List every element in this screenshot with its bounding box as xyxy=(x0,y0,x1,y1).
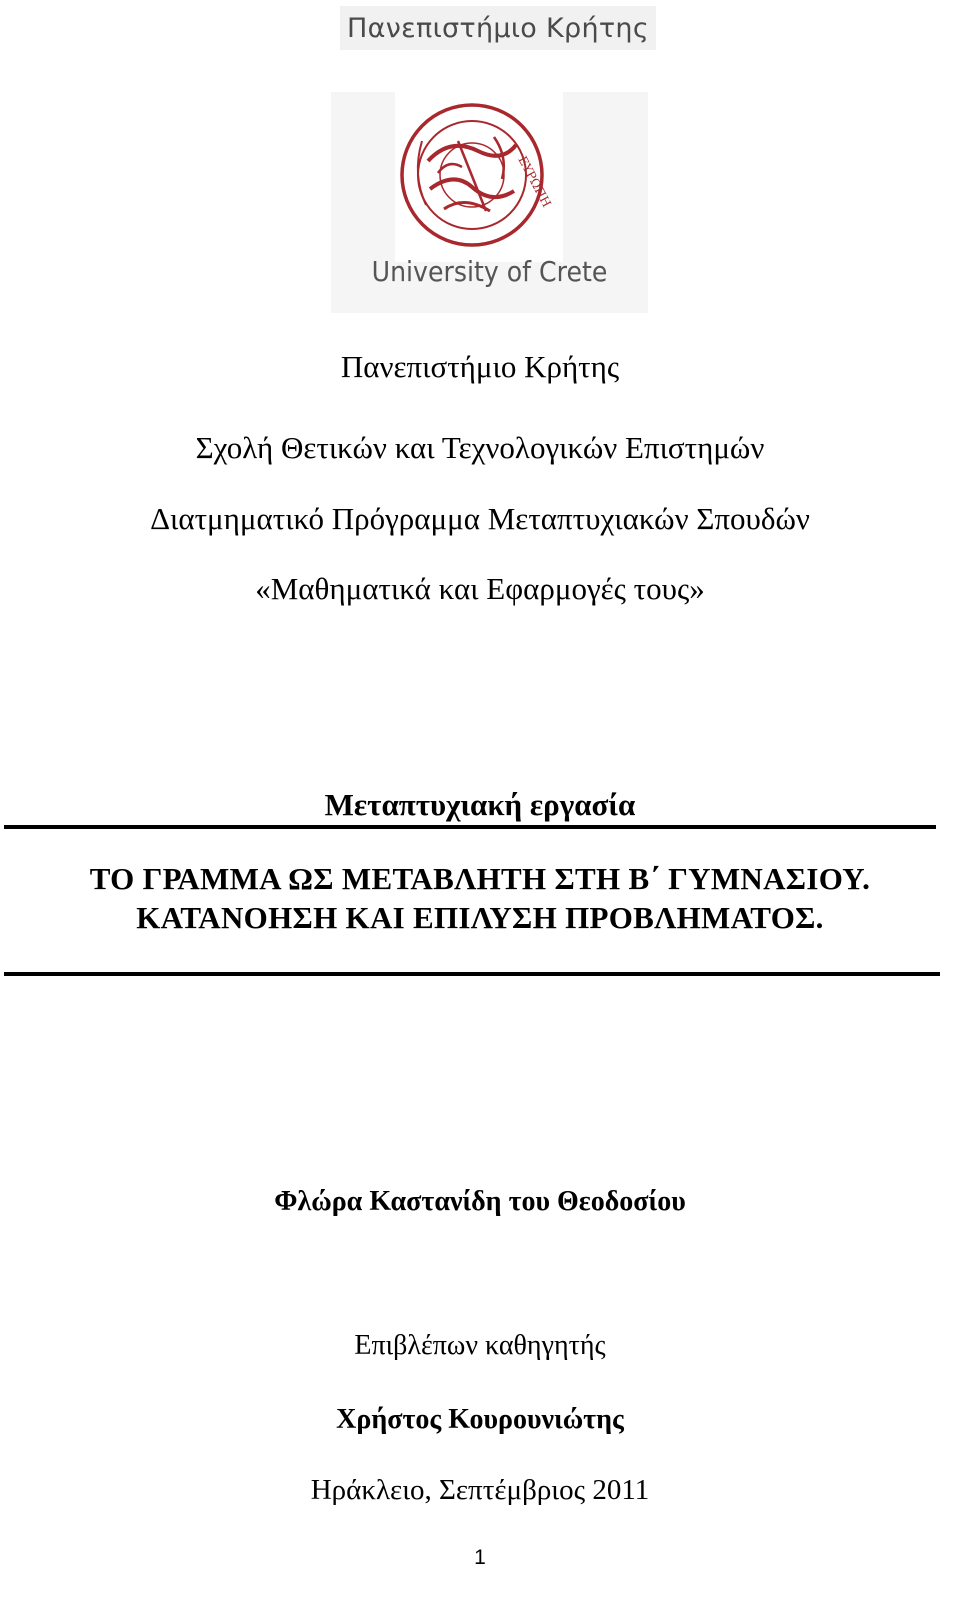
svg-text:ΕΥΡΩΠΗ: ΕΥΡΩΠΗ xyxy=(515,153,554,210)
author-name: Φλώρα Καστανίδη του Θεοδοσίου xyxy=(274,1186,686,1217)
page-number: 1 xyxy=(474,1546,486,1569)
place-date: Ηράκλειο, Σεπτέμβριος 2011 xyxy=(310,1474,650,1506)
title-bottom-rule xyxy=(4,972,940,976)
supervisor-label: Επιβλέπων καθηγητής xyxy=(354,1330,606,1361)
logo-caption: University of Crete xyxy=(371,255,608,288)
thesis-title-line2: ΚΑΤΑΝΟΗΣΗ ΚΑΙ ΕΠΙΛΥΣΗ ΠΡΟΒΛΗΜΑΤΟΣ. xyxy=(136,900,824,935)
university-of-crete-seal-icon xyxy=(398,101,554,249)
banner-text: Πανεπιστήμιο Κρήτης xyxy=(347,12,649,44)
header-banner xyxy=(340,6,656,50)
thesis-title-line1: ΤΟ ΓΡΑΜΜΑ ΩΣ ΜΕΤΑΒΛΗΤΗ ΣΤΗ Β΄ ΓΥΜΝΑΣΙΟΥ. xyxy=(89,861,871,896)
program-title: «Μαθηματικά και Εφαρμογές τους» xyxy=(255,571,705,606)
university-name: Πανεπιστήμιο Κρήτης xyxy=(340,349,620,384)
thesis-type-label: Μεταπτυχιακή εργασία xyxy=(324,787,636,822)
supervisor-name: Χρήστος Κουρουνιώτης xyxy=(336,1404,624,1435)
program-name: Διατμηματικό Πρόγραμμα Μεταπτυχιακών Σπουδών xyxy=(150,501,810,536)
title-top-rule xyxy=(4,825,936,829)
school-name: Σχολή Θετικών και Τεχνολογικών Επιστημών xyxy=(195,430,765,465)
